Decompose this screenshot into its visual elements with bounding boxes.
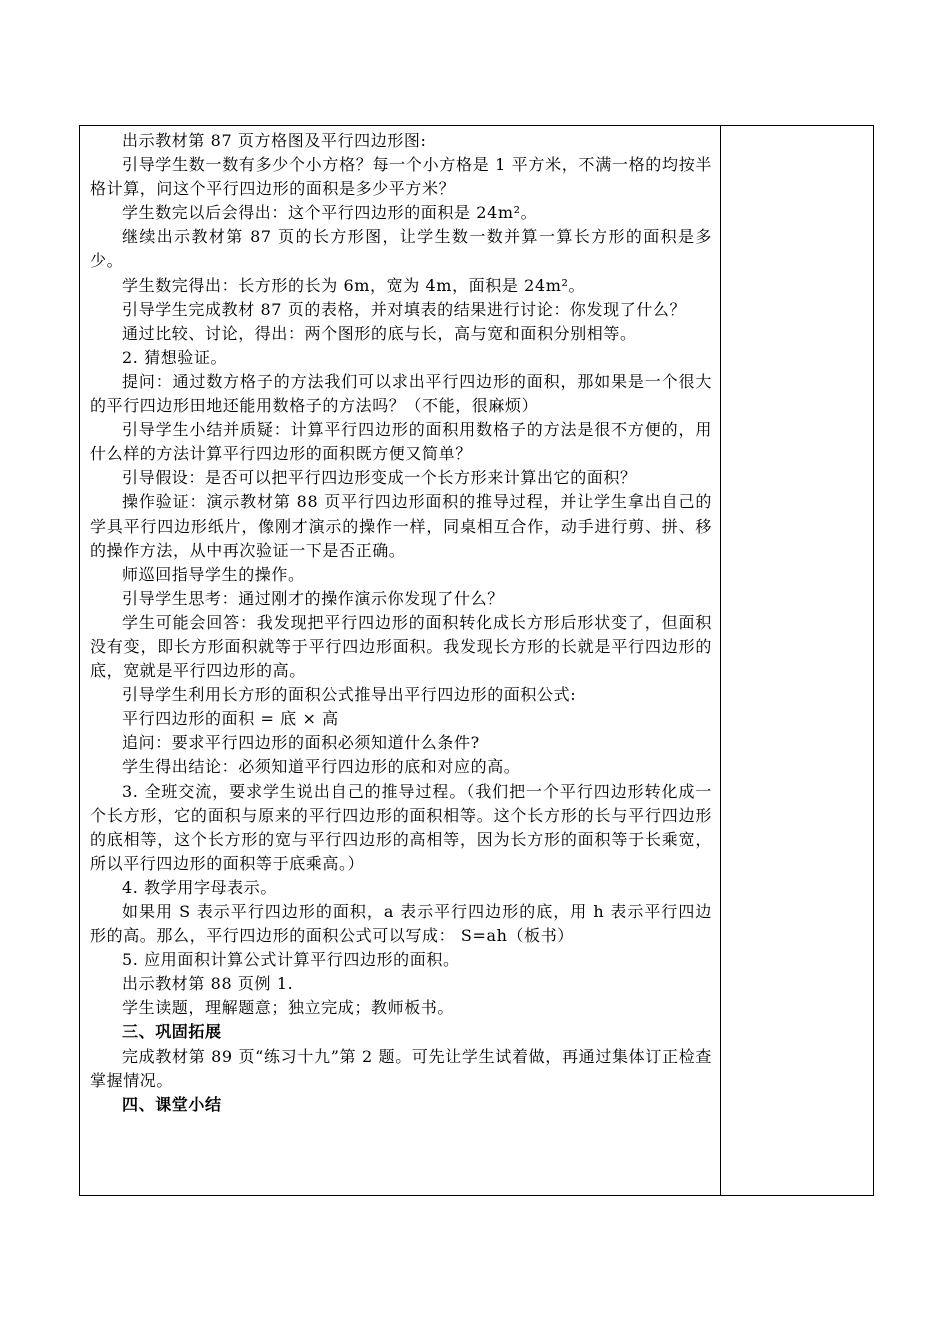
- lesson-content: [80, 126, 720, 1117]
- lesson-plan-table: [79, 125, 874, 1196]
- paragraph: 如果用 S 表示平行四边形的面积，a 表示平行四边形的底，用 h 表示平行四边形的高。那么，平行四边形的面积公式可以写成： S=ah（板书）: [90, 902, 712, 946]
- paragraph: 引导学生利用长方形的面积公式推导出平行四边形的面积公式:: [122, 685, 577, 705]
- paragraph: 学生可能会回答：我发现把平行四边形的面积转化成长方形后形状变了，但面积没有变，即长方形面积就等于平行四边形面积。我发现长方形的长就是平行四边形的底，宽就是平行四边形的高。: [90, 612, 712, 681]
- paragraph: 学生数完以后会得出：这个平行四边形的面积是 24m²。: [122, 203, 538, 223]
- section-heading: 三、巩固拓展: [122, 1022, 222, 1042]
- paragraph: 引导学生思考：通过刚才的操作演示你发现了什么？: [122, 588, 504, 608]
- paragraph: 继续出示教材第 87 页的长方形图，让学生数一数并算一算长方形的面积是多少。: [90, 227, 712, 271]
- paragraph: 出示教材第 87 页方格图及平行四边形图:: [122, 131, 427, 150]
- paragraph: 师巡回指导学生的操作。: [122, 564, 305, 584]
- paragraph: 学生数完得出：长方形的长为 6m，宽为 4m，面积是 24m²。: [122, 275, 586, 295]
- paragraph: 完成教材第 89 页“练习十九”第 2 题。可先让学生试着做，再通过集体订正检查掌握情况。: [90, 1046, 712, 1090]
- paragraph: 学生得出结论：必须知道平行四边形的底和对应的高。: [122, 757, 521, 777]
- paragraph: 3. 全班交流，要求学生说出自己的推导过程。（我们把一个平行四边形转化成一个长方形，它的面积与原来的平行四边形的面积相等。这个长方形的长与平行四边形的底相等，这个长方形的宽与平行四边形的高相等，因为长方形的面积等于长乘宽，所以平行四边形的面积等于底乘高。）: [90, 781, 712, 873]
- paragraph: 5. 应用面积计算公式计算平行四边形的面积。: [122, 950, 460, 970]
- section-heading: 四、课堂小结: [122, 1094, 222, 1114]
- paragraph: 出示教材第 88 页例 1.: [122, 974, 294, 994]
- paragraph: 提问：通过数方格子的方法我们可以求出平行四边形的面积，那如果是一个很大的平行四边形田地还能用数格子的方法吗？（不能，很麻烦）: [90, 371, 712, 416]
- paragraph: 学生读题，理解题意；独立完成；教师板书。: [122, 998, 455, 1018]
- paragraph: 4. 教学用字母表示。: [122, 877, 277, 897]
- paragraph: 引导学生小结并质疑：计算平行四边形的面积用数格子的方法是很不方便的，用什么样的方法计算平行四边形的面积既方便又简单？: [90, 420, 712, 464]
- lesson-content-cell: [80, 126, 721, 1196]
- paragraph: 引导假设：是否可以把平行四边形变成一个长方形来计算出它的面积？: [122, 468, 637, 488]
- paragraph: 操作验证：演示教材第 88 页平行四边形面积的推导过程，并让学生拿出自己的学具平行四边形纸片，像刚才演示的操作一样，同桌相互合作，动手进行剪、拼、移的操作方法，从中再次验证一下是否正确。: [90, 492, 712, 560]
- paragraph: 引导学生完成教材 87 页的表格，并对填表的结果进行讨论：你发现了什么？: [122, 299, 687, 319]
- paragraph: 引导学生数一数有多少个小方格？每一个小方格是 1 平方米，不满一格的均按半格计算，问这个平行四边形的面积是多少平方米？: [90, 155, 712, 199]
- paragraph: 平行四边形的面积 = 底 × 高: [122, 709, 339, 729]
- table-row: [80, 126, 874, 1196]
- notes-column-cell: [721, 126, 874, 1196]
- paragraph: 2. 猜想验证。: [122, 347, 228, 367]
- paragraph: 追问：要求平行四边形的面积必须知道什么条件?: [122, 733, 480, 753]
- paragraph: 通过比较、讨论，得出：两个图形的底与长，高与宽和面积分别相等。: [122, 323, 637, 343]
